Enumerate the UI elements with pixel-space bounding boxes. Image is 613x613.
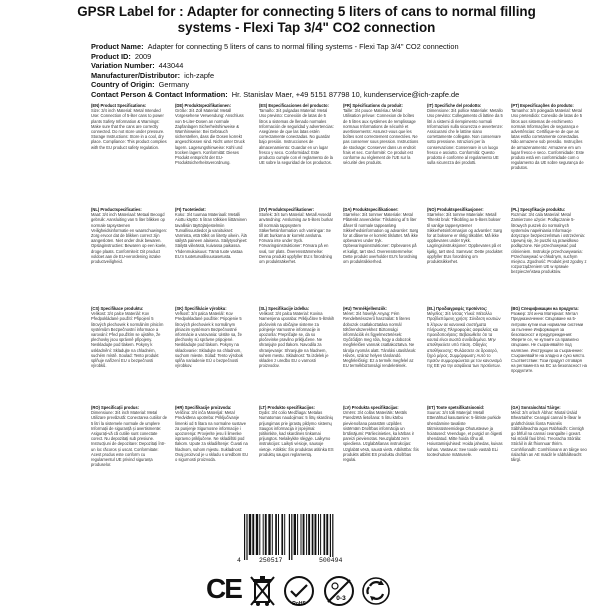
- barcode-bar: [284, 514, 285, 555]
- ce-mark-icon: CE: [206, 573, 241, 604]
- barcode-bar: [301, 514, 302, 555]
- barcode-bar: [291, 514, 292, 560]
- barcode-digits-left: 250517: [259, 557, 283, 564]
- spec-block-en: (EN) Product Specifications: Size: 3/4 inch Material: Metal Intended Use: Connection of 5-liter cans to power plants Safety Information & Warnings: Make sure that the cans are correctly connected. Do not store under pressure. Storage Instructions: Store in a cool, dry place. Compliance: This product complies with the EU product safety regulation.: [91, 103, 167, 150]
- spec-block-da: (DA) Produktspecifikationer: Størrelse: 3/4 tommer Materiale: Metal Påtænkt anvendelse: Tilslutning af 5 liter dåser til normale tappeanlæg Sikkerhedsinformation og advarsler: Sørg for at dåserne er korrekt tilsluttet. Må ikke opbevares under tryk. Opbevaringsinstruktioner: Opbevares på et køligt, tørt sted. Overensstemmelse: Dette produkt overholder EU's forordning om produktsikkerhed.: [343, 207, 419, 265]
- barcode-bar: [303, 514, 305, 555]
- barcode-bar: [332, 514, 333, 560]
- barcode-bar: [315, 514, 317, 555]
- spec-block-sk: (SK) Špecifikácie výrobku: Veľkosť: 3/4 palca Materiál: Kov Predpokladané použitie: Pripojenie 5 litrových plechoviek k normálnym plniacim systémom Bezpečnostné informácie a varovania: Uistite sa, že plechovky sú správne pripojené. Neskladujte pod tlakom. Pokyny na skladovanie: Skladujte na chladnom, suchom mieste. Súlad: Tento výrobok spĺňa nariadenie EÚ o bezpečnosti výrobkov.: [175, 306, 243, 369]
- recycling-icon: [360, 575, 392, 612]
- barcode-bar: [320, 514, 321, 555]
- barcode-digits-right: 500494: [319, 557, 343, 564]
- barcode-bar: [263, 514, 264, 555]
- svg-text:RoHS: RoHS: [292, 601, 306, 607]
- compliance-logos: [0, 575, 613, 609]
- info-row-product-name: Product Name: Adapter for connecting 5 liters of cans to normal filling systems - Flexi Tap 3/4" CO2 connection: [91, 42, 459, 51]
- ean-barcode: [236, 514, 378, 570]
- product-info: [91, 42, 591, 100]
- spec-block-ro: (RO) Specificații produs: Dimensiune: 3/4 inch Material: Metal Utilizare prevăzută: Conectarea cutiilor de 5 litri la sistemele normale de umplere Informații de siguranță și avertismente: Asigurați-vă că cutiile sunt conectate corect. Nu depozitați sub presiune. Instrucțiuni de depozitare: Depozitați într-un loc răcoros și uscat. Conformitate: Acest produs este conform cu regulamentul UE privind siguranța produselor.: [91, 405, 167, 468]
- barcode-bar: [259, 514, 260, 555]
- barcode-bar: [278, 514, 279, 555]
- spec-block-fr: (FR) Spécifications du produit: Taille: 3/4 pouce Matériau: Métal Utilisation prévue: Connexion de boîtes de 5 litres aux systèmes de remplissage normaux Informations de sécurité et avertissements: Assurez-vous que les boîtes sont correctement connectées. Ne pas conserver sous pression. Instructions de stockage: Conserver dans un endroit frais et sec. Conformité: Ce produit est conforme au règlement de l'UE sur la sécurité des produits.: [343, 103, 419, 166]
- barcode-bar: [330, 514, 331, 560]
- info-row-product-id: Product ID: 2009: [91, 51, 152, 61]
- spec-block-ga: (GA) Sonraíochtaí Táirge: Méid: 3/4 orlach Ábhar: Miotal Úsáid Bheartaithe: Ceangal cannaí 5-lítear le gnáthchórais líonta Faisnéis Sábháilteachta agus Rabhaidh: Cinntigh go bhfuil na cannaí ceangailte i gceart. Ná stóráil faoi bhrú. Treoracha Stórála: Stóráil in áit fhionnuar thirim. Comhlíonadh: Comhlíonann an táirge seo rialachán an AE maidir le sábháilteacht táirgí.: [511, 405, 587, 463]
- spec-block-hu: (HU) Termékjellemzők: Méret: 3/4 hüvelyk Anyag: Fém Rendeltetésszerű használat: 5 literes dobozok csatlakoztatása normál töltőrendszerekhez Biztonsági információk és figyelmeztetések: Győződjön meg róla, hogy a dobozok megfelelően vannak csatlakoztatva. Ne tárolja nyomás alatt. Tárolási utasítások: Hűvös, száraz helyen tárolandó. Megfelelőség: Ez a termék megfelel az EU termékbiztonsági rendeletének.: [343, 306, 417, 369]
- info-row-contact: Contact Person & Contact Information: Hr. Stanislav Maer, +49 5151 87798 10, kundenservice@ich-zapfe.de: [91, 89, 460, 99]
- barcode-bar: [268, 514, 270, 555]
- barcode-bar: [324, 514, 326, 555]
- barcode-bars: [236, 514, 378, 560]
- spec-block-sv: (SV) Produktspecifikationer: Storlek: 3/4 tum Material: Metall Avsedd användning: Anslutning av 5-liters burkar till normala tappsystem Säkerhetsinformation och varningar: Se till att burkarna är korrekt anslutna. Förvara inte under tryck. Förvaringsinstruktioner: Förvara på en sval, torr plats. Överensstämmelse: Denna produkt uppfyller EU:s förordning om produktsäkerhet.: [259, 207, 333, 265]
- barcode-bar: [265, 514, 267, 555]
- info-row-country-of-origin: Country of Origin: Germany: [91, 80, 190, 90]
- svg-text:0-3: 0-3: [336, 595, 346, 602]
- spec-block-lt: (LT) Produkto specifikacijos: Dydis: 3/4 colio Medžiaga: Metalas Numatomas naudojimas: 5 litrų skardinių prijungimas prie įprastų pildymo sistemų Saugos informacija ir įspėjimai: Įsitikinkite, kad skardinės tinkamai prijungtos. Nelaikykite slėgyje. Laikymo instrukcijos: Laikyti vėsioje, sausoje vietoje. Atitiktis: Šis produktas atitinka ES produktų saugos reglamentą.: [259, 405, 334, 457]
- spec-block-bg: (BG) Спецификации на продукта: Размер: 3/4 инча Материал: Метал Предназначение: Свързване на 5-литрови кутии към нормални системи за пълнене Информация за безопасност и предупреждения: Уверете се, че кутиите са правилно свързани. Не съхранявайте под налягане. Инструкции за съхранение: Съхранявайте на хладно и сухо място. Съответствие: Този продукт отговаря на регламента на ЕС за безопасност на продуктите.: [511, 306, 587, 374]
- spec-block-it: (IT) Specifiche del prodotto: Dimensione: 3/4 pollice Materiale: Metallo Uso previsto: Collegamento di lattine da 5 litri a sistemi di riempimento normali Informazioni sulla sicurezza e avvertenze: Assicurarsi che le lattine siano correttamente collegate. Non conservare sotto pressione. Istruzioni per la conservazione: Conservare in un luogo fresco e asciutto. Conformità: Questo prodotto è conforme al regolamento UE sulla sicurezza dei prodotti.: [427, 103, 503, 166]
- barcode-bar: [275, 514, 277, 555]
- spec-block-pt: (PT) Especificações do produto: Tamanho: 3/4 polegada Material: Metal Uso pretendido: Conexão de latas de 5 litros aos sistemas de enchimento normais Informações de segurança e advertências: Certifique-se de que as latas estão corretamente conectadas. Não armazene sob pressão. Instruções de armazenamento: Armazene em um lugar fresco e seco. Conformidade: Este produto está em conformidade com o regulamento da UE sobre segurança de produtos.: [511, 103, 585, 171]
- spec-block-cs: (CS) Specifikace produktu: Velikost: 3/4 palce Materiál: Kov Předpokládané použití: Připojení 5 litrových plechovek k normálním plnicím systémům Bezpečnostní informace a varování: Před použitím se ujistěte, že plechovky jsou správně připojeny. Neskladujte pod tlakem. Pokyny k uskladnění: Skladujte na chladném, suchém místě. Soulad: Tento produkt splňuje nařízení EU o bezpečnosti výrobků.: [91, 306, 164, 369]
- page-title: GPSR Label for : Adapter for connecting 5 liters of cans to normal filling systems - Flexi Tap 3/4" CO2 connection: [77, 4, 536, 35]
- barcode-digits: [236, 555, 378, 569]
- spec-block-pl: (PL) Specyfikacje produktu: Rozmiar: 3/4 cala Materiał: Metal Zamierzone użycie: Podłączanie 5-litrowych puszek do normalnych systemów napełniania Informacje dotyczące bezpieczeństwa i ostrzeżenia: Upewnij się, że puszki są prawidłowo podłączone. Nie przechowywać pod ciśnieniem. Instrukcje przechowywania: Przechowywać w chłodnym, suchym miejscu. Zgodność: Produkt jest zgodny z rozporządzeniem UE w sprawie bezpieczeństwa produktów.: [511, 207, 587, 275]
- barcode-bar: [297, 514, 298, 555]
- barcode-bar: [281, 514, 283, 555]
- weee-bin-icon: [250, 575, 276, 612]
- spec-block-fi: (FI) Tuotetiedot: Koko: 3/4 tuumaa Materiaali: Metalli Aiottu käyttö: 5 litran tölkkien liittäminen tavallisiin täyttöjärjestelmiin Turvallisuustiedot ja varoitukset: Varmista, että tölkit on liitetty oikein. Älä säilytä paineen alaisena. Säilytysohjeet: Säilytä viileässä, kuivassa paikassa. Yhdenmukaisuus: Tämä tuote vastaa EU:n tuoteturvallisuusasetusta.: [175, 207, 248, 259]
- rohs-icon: [282, 575, 316, 612]
- barcode-bar: [312, 514, 314, 555]
- spec-block-et: (ET) Toote spetsifikatsioonid: Suurus: 3/4 tolli Materjal: Metall Ettenähtud kasutamine: 5-liitriste purkide ühendamine tavaliste täitmissüsteemidega Ohutusteave ja hoiatused: Veenduge, et purgid on õigesti ühendatud. Mitte hoida rõhu all. Hoiustamisjuhised: Hoida jahedas, kuivas kohas. Vastavus: See toode vastab ELi tooteohutuse määrusele.: [427, 405, 503, 457]
- spec-block-es: (ES) Especificaciones del producto: Tamaño: 3/4 pulgadas Material: Metal Uso previsto: Conexión de latas de 5 litros a sistemas de llenado normales Información de seguridad y advertencias: Asegúrese de que las latas estén correctamente conectadas. No guardar bajo presión. Instrucciones de almacenamiento: Guardar en un lugar fresco y seco. Conformidad: Este producto cumple con el reglamento de la UE sobre la seguridad de los productos.: [259, 103, 334, 166]
- spec-block-de: (DE) Produktspezifikationen: Größe: 3/4 Zoll Material: Metall Vorgesehene Verwendung: Anschluss von 5-Liter-Dosen an normale Zapfanlagen Sicherheitshinweise & Warnhinweise: Bei Gebrauch sicherstellen, dass die Dosen korrekt angeschlossen sind. Nicht unter Druck lagern. Lagerungshinweise: Kühl und trocken lagern. Konformität: Dieses Produkt entspricht der EU-Produktsicherheitsverordnung.: [175, 103, 245, 166]
- barcode-bar: [249, 514, 251, 555]
- barcode-digit-first: 4: [237, 557, 241, 564]
- spec-block-nl: (NL) Productspecificaties: Maat: 3/4 inch Materiaal: Metaal Beoogd gebruik: Aansluiting van 5 liter blikken op normale tapsystemen Veiligheidsinformatie en waarschuwingen: Zorg ervoor dat de blikken correct zijn aangesloten. Niet onder druk bewaren. Opslaginstructies: Bewaren op een koele, droge plaats. Conformiteit: Dit product voldoet aan de EU-verordening inzake productveiligheid.: [91, 207, 167, 265]
- barcode-bar: [256, 514, 258, 555]
- info-row-manufacturer: Manufacturer/Distributor: ich-zapfe: [91, 70, 215, 80]
- barcode-bar: [308, 514, 310, 555]
- age-0-3-warning-icon: [322, 575, 356, 612]
- barcode-bar: [306, 514, 307, 555]
- spec-block-el: (EL) Προδιαγραφές προϊόντος: Μέγεθος: 3/4 ίντσας Υλικό: Μέταλλο Προβλεπόμενη χρήση: Σύνδεση κουτιών 5 λίτρων σε κανονικά συστήματα πλήρωσης Πληροφορίες ασφαλείας και προειδοποιήσεις: Βεβαιωθείτε ότι τα κουτιά είναι σωστά συνδεδεμένα. Μην αποθηκεύετε υπό πίεση. Οδηγίες αποθήκευσης: Φυλάσσετε σε δροσερό, ξηρό μέρος. Συμμόρφωση: Αυτό το προϊόν συμμορφώνεται με τον κανονισμό της ΕΕ για την ασφάλεια των προϊόντων.: [427, 306, 502, 369]
- spec-block-lv: (LV) Produkta specifikācijas: Izmērs: 3/4 collas Materiāls: Metāls Paredzētā lietošana: 5 litru kārbu pievienošana parastām uzpildes sistēmām Drošības informācija un brīdinājumi: Pārliecinieties, ka kārbas ir pareizi pievienotas. Neuzglabāt zem spiediena. Uzglabāšanas instrukcijas: Uzglabāt vēsā, sausā vietā. Atbilstība: Šis produkts atbilst ES produktu drošības regulai.: [343, 405, 419, 463]
- barcode-bar: [246, 514, 247, 560]
- barcode-bar: [318, 514, 319, 555]
- spec-block-sl: (SL) Specifikacije izdelka: Velikost: 3/4 palca Material: Kovina Namenjena uporaba: Priključitev 5-litrskih pločevink na običajne sisteme za polnjenje Varnostne informacije in opozorila: Prepričajte se, da so pločevinke pravilno priključene. Ne shranjujte pod tlakom. Navodila za shranjevanje: Shranjujte na hladnem, suhem mestu. Skladnost: Ta izdelek je skladen z uredbo EU o varnosti proizvodov.: [259, 306, 335, 369]
- spec-block-hr: (HR) Specifikacije proizvoda: Veličina: 3/4 inča Materijal: Metal Predviđena upotreba: Priključivanje limenki od 5 litara na normalne sustave za punjenje Sigurnosne informacije i upozorenja: Provjerite jesu li limenke ispravno priključene. Ne skladištiti pod tlakom. Upute za skladištenje: Čuvati na hladnom, suhom mjestu. Sukladnost: Ovaj proizvod je u skladu s uredbom EU o sigurnosti proizvoda.: [175, 405, 249, 463]
- spec-block-no: (NO) Produktspesifikasjoner: Størrelse: 3/4 tomme Materiale: Metall Tiltenkt bruk: Tilkobling av 5-liters bokser til vanlige tappesystemer Sikkerhetsinformasjon og advarsler: Sørg for at boksene er riktig tilkoblet. Må ikke oppbevares under trykk. Lagringsinstruksjoner: Oppbevares på et kjølig, tørt sted. Samsvar: Dette produktet oppfyller EUs forordning om produktsikkerhet.: [427, 207, 503, 265]
- barcode-bar: [244, 514, 245, 560]
- barcode-bar: [294, 514, 296, 555]
- barcode-bar: [252, 514, 254, 555]
- info-row-variation-number: Variation Number: 443044: [91, 61, 184, 71]
- barcode-bar: [289, 514, 290, 560]
- barcode-bar: [326, 514, 328, 555]
- barcode-bar: [272, 514, 273, 555]
